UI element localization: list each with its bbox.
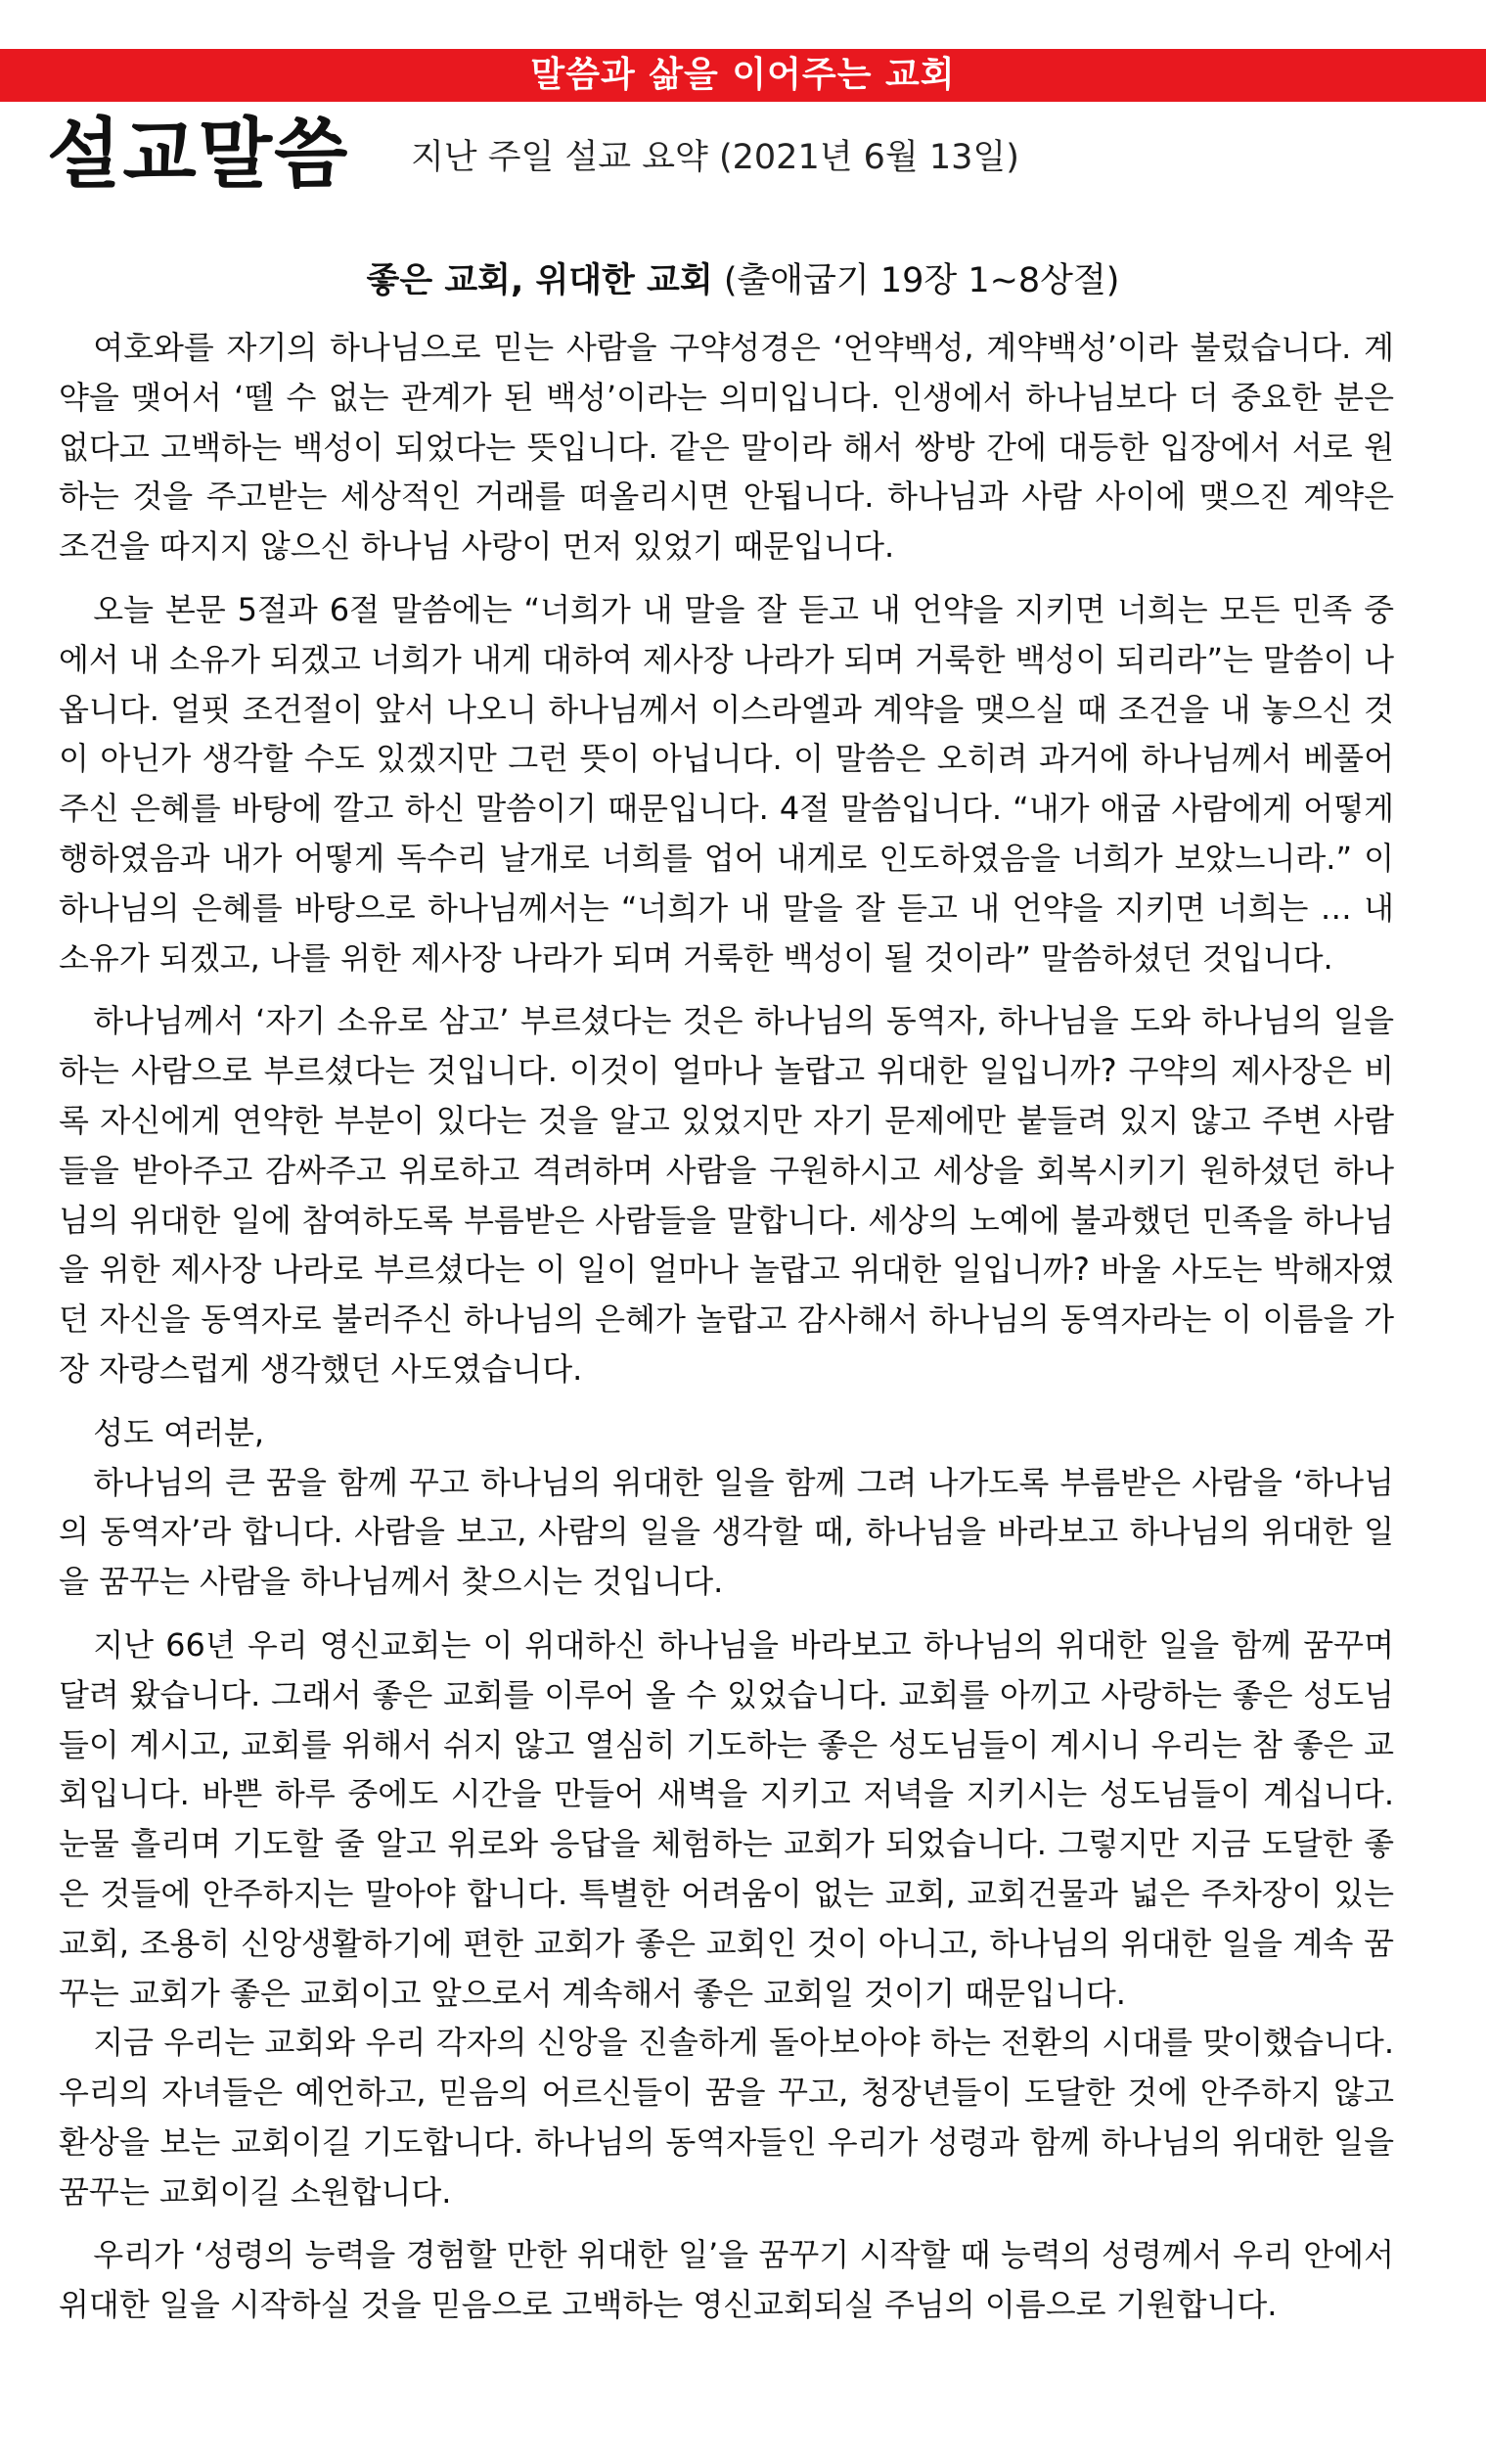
- paragraph: 오늘 본문 5절과 6절 말씀에는 “너희가 내 말을 잘 듣고 내 언약을 지키면 너희는 모든 민족 중에서 내 소유가 되겠고 너희가 내게 대하여 제사장 나라가 되며 거룩한 백성이 되리라”는 말씀이 나옵니다. 얼핏 조건절이 앞서 나오니 하나님께서 이스라엘과 계약을 맺으실 때 조건을 내 놓으신 것이 아닌가 생각할 수도 있겠지만 그런 뜻이 아닙니다. 이 말씀은 오히려 과거에 하나님께서 베풀어 주신 은혜를 바탕에 깔고 하신 말씀이기 때문입니다. 4절 말씀입니다. “내가 애굽 사람에게 어떻게 행하였음과 내가 어떻게 독수리 날개로 너희를 업어 내게로 인도하였음을 너희가 보았느니라.” 이 하나님의 은혜를 바탕으로 하나님께서는 “너희가 내 말을 잘 듣고 내 언약을 지키면 너희는 … 내 소유가 되겠고, 나를 위한 제사장 나라가 되며 거룩한 백성이 될 것이라” 말씀하셨던 것입니다.: [59, 590, 1394, 977]
- sermon-body: [59, 323, 1394, 2330]
- sermon-date-subtitle: 지난 주일 설교 요약 (2021년 6월 13일): [411, 138, 1019, 177]
- paragraph: 하나님께서 ‘자기 소유로 삼고’ 부르셨다는 것은 하나님의 동역자, 하나님을 도와 하나님의 일을 하는 사람으로 부르셨다는 것입니다. 이것이 얼마나 놀랍고 위대한 일입니까? 구약의 제사장은 비록 자신에게 연약한 부분이 있다는 것을 알고 있었지만 자기 문제에만 붙들려 있지 않고 주변 사람들을 받아주고 감싸주고 위로하고 격려하며 사람을 구원하시고 세상을 회복시키기 원하셨던 하나님의 위대한 일에 참여하도록 부름받은 사람들을 말합니다. 세상의 노예에 불과했던 민족을 하나님을 위한 제사장 나라로 부르셨다는 이 일이 얼마나 놀랍고 위대한 일입니까? 바울 사도는 박해자였던 자신을 동역자로 불러주신 하나님의 은혜가 놀랍고 감사해서 하나님의 동역자라는 이 이름을 가장 자랑스럽게 생각했던 사도였습니다.: [59, 1002, 1394, 1388]
- paragraph: 성도 여러분,: [93, 1413, 265, 1451]
- paragraph: 지난 66년 우리 영신교회는 이 위대하신 하나님을 바라보고 하나님의 위대한 일을 함께 꿈꾸며 달려 왔습니다. 그래서 좋은 교회를 이루어 올 수 있었습니다. 교회를 아끼고 사랑하는 좋은 성도님들이 계시고, 교회를 위해서 쉬지 않고 열심히 기도하는 좋은 성도님들이 계시니 우리는 참 좋은 교회입니다. 바쁜 하루 중에도 시간을 만들어 새벽을 지키고 저녁을 지키시는 성도님들이 계십니다. 눈물 흘리며 기도할 줄 알고 위로와 응답을 체험하는 교회가 되었습니다. 그렇지만 지금 도달한 좋은 것들에 안주하지는 말아야 합니다. 특별한 어려움이 없는 교회, 교회건물과 넓은 주차장이 있는 교회, 조용히 신앙생활하기에 편한 교회가 좋은 교회인 것이 아니고, 하나님의 위대한 일을 계속 꿈꾸는 교회가 좋은 교회이고 앞으로서 계속해서 좋은 교회일 것이기 때문입니다.: [59, 1625, 1394, 2012]
- sermon-heading: [0, 256, 1486, 305]
- page-header: [47, 106, 1436, 204]
- page-title: 설교말씀: [47, 110, 350, 199]
- paragraph: 지금 우리는 교회와 우리 각자의 신앙을 진솔하게 돌아보아야 하는 전환의 시대를 맞이했습니다. 우리의 자녀들은 예언하고, 믿음의 어르신들이 꿈을 꾸고, 청장년들이 도달한 것에 안주하지 않고 환상을 보는 교회이길 기도합니다. 하나님의 동역자들인 우리가 성령과 함께 하나님의 위대한 일을 꿈꾸는 교회이길 소원합니다.: [59, 2024, 1394, 2211]
- church-slogan-banner: 말씀과 삶을 이어주는 교회: [0, 49, 1486, 102]
- paragraph: 하나님의 큰 꿈을 함께 꾸고 하나님의 위대한 일을 함께 그려 나가도록 부름받은 사람을 ‘하나님의 동역자’라 합니다. 사람을 보고, 사람의 일을 생각할 때, 하나님을 바라보고 하나님의 위대한 일을 꿈꾸는 사람을 하나님께서 찾으시는 것입니다.: [59, 1463, 1394, 1601]
- sermon-title: 좋은 교회, 위대한 교회: [366, 261, 713, 300]
- paragraph: 여호와를 자기의 하나님으로 믿는 사람을 구약성경은 ‘언약백성, 계약백성’이라 불렀습니다. 계약을 맺어서 ‘뗄 수 없는 관계가 된 백성’이라는 의미입니다. 인생에서 하나님보다 더 중요한 분은 없다고 고백하는 백성이 되었다는 뜻입니다. 같은 말이라 해서 쌍방 간에 대등한 입장에서 서로 원하는 것을 주고받는 세상적인 거래를 떠올리시면 안됩니다. 하나님과 사람 사이에 맺으진 계약은 조건을 따지지 않으신 하나님 사랑이 먼저 있었기 때문입니다.: [59, 329, 1394, 566]
- paragraph: 우리가 ‘성령의 능력을 경험할 만한 위대한 일’을 꿈꾸기 시작할 때 능력의 성령께서 우리 안에서 위대한 일을 시작하실 것을 믿음으로 고백하는 영신교회되실 주님의 이름으로 기원합니다.: [59, 2236, 1394, 2324]
- scripture-reference: (출애굽기 19장 1~8상절): [723, 261, 1120, 300]
